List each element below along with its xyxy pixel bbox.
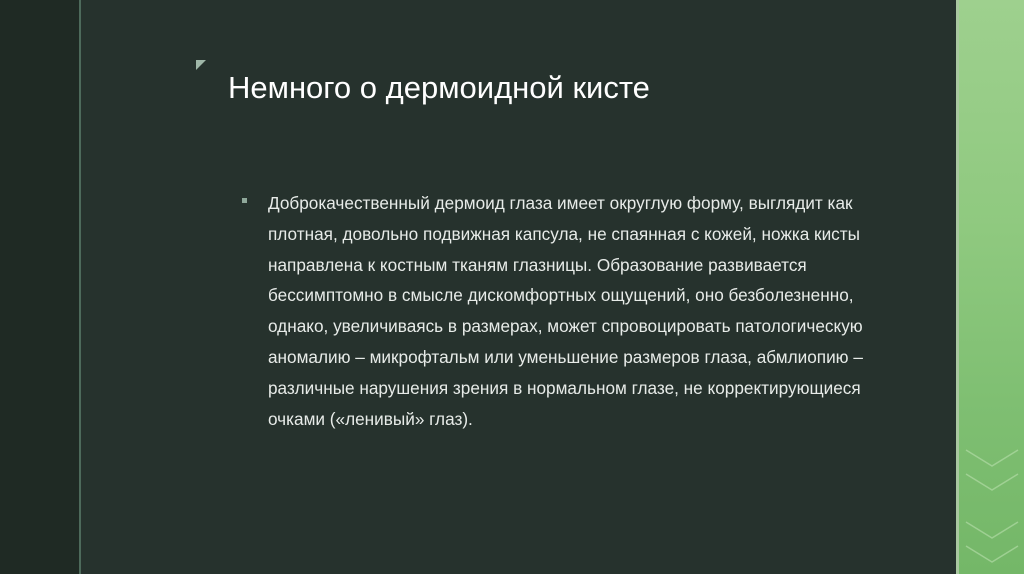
decorative-chevrons-icon — [962, 430, 1022, 570]
slide-title: Немного о дермоидной кисте — [228, 70, 650, 105]
left-side-band — [0, 0, 80, 574]
title-corner-marker-icon — [196, 60, 206, 70]
bullet-square-icon — [242, 198, 247, 203]
bullet-paragraph: Доброкачественный дермоид глаза имеет округлую форму, выглядит как плотная, довольно подвижная капсула, не спаянная с кожей, ножка кисты направлена к костным тканям глазницы. Образование развивается бессимптомно в смысле дискомфортных ощущений, оно безболезненно, однако, увеличиваясь в размерах, может спровоцировать патологическую аномалию – микрофтальм или уменьшение размеров глаза, абмлиопию – различные нарушения зрения в нормальном глазе, не корректирующиеся очками («ленивый» глаз). — [268, 193, 863, 429]
